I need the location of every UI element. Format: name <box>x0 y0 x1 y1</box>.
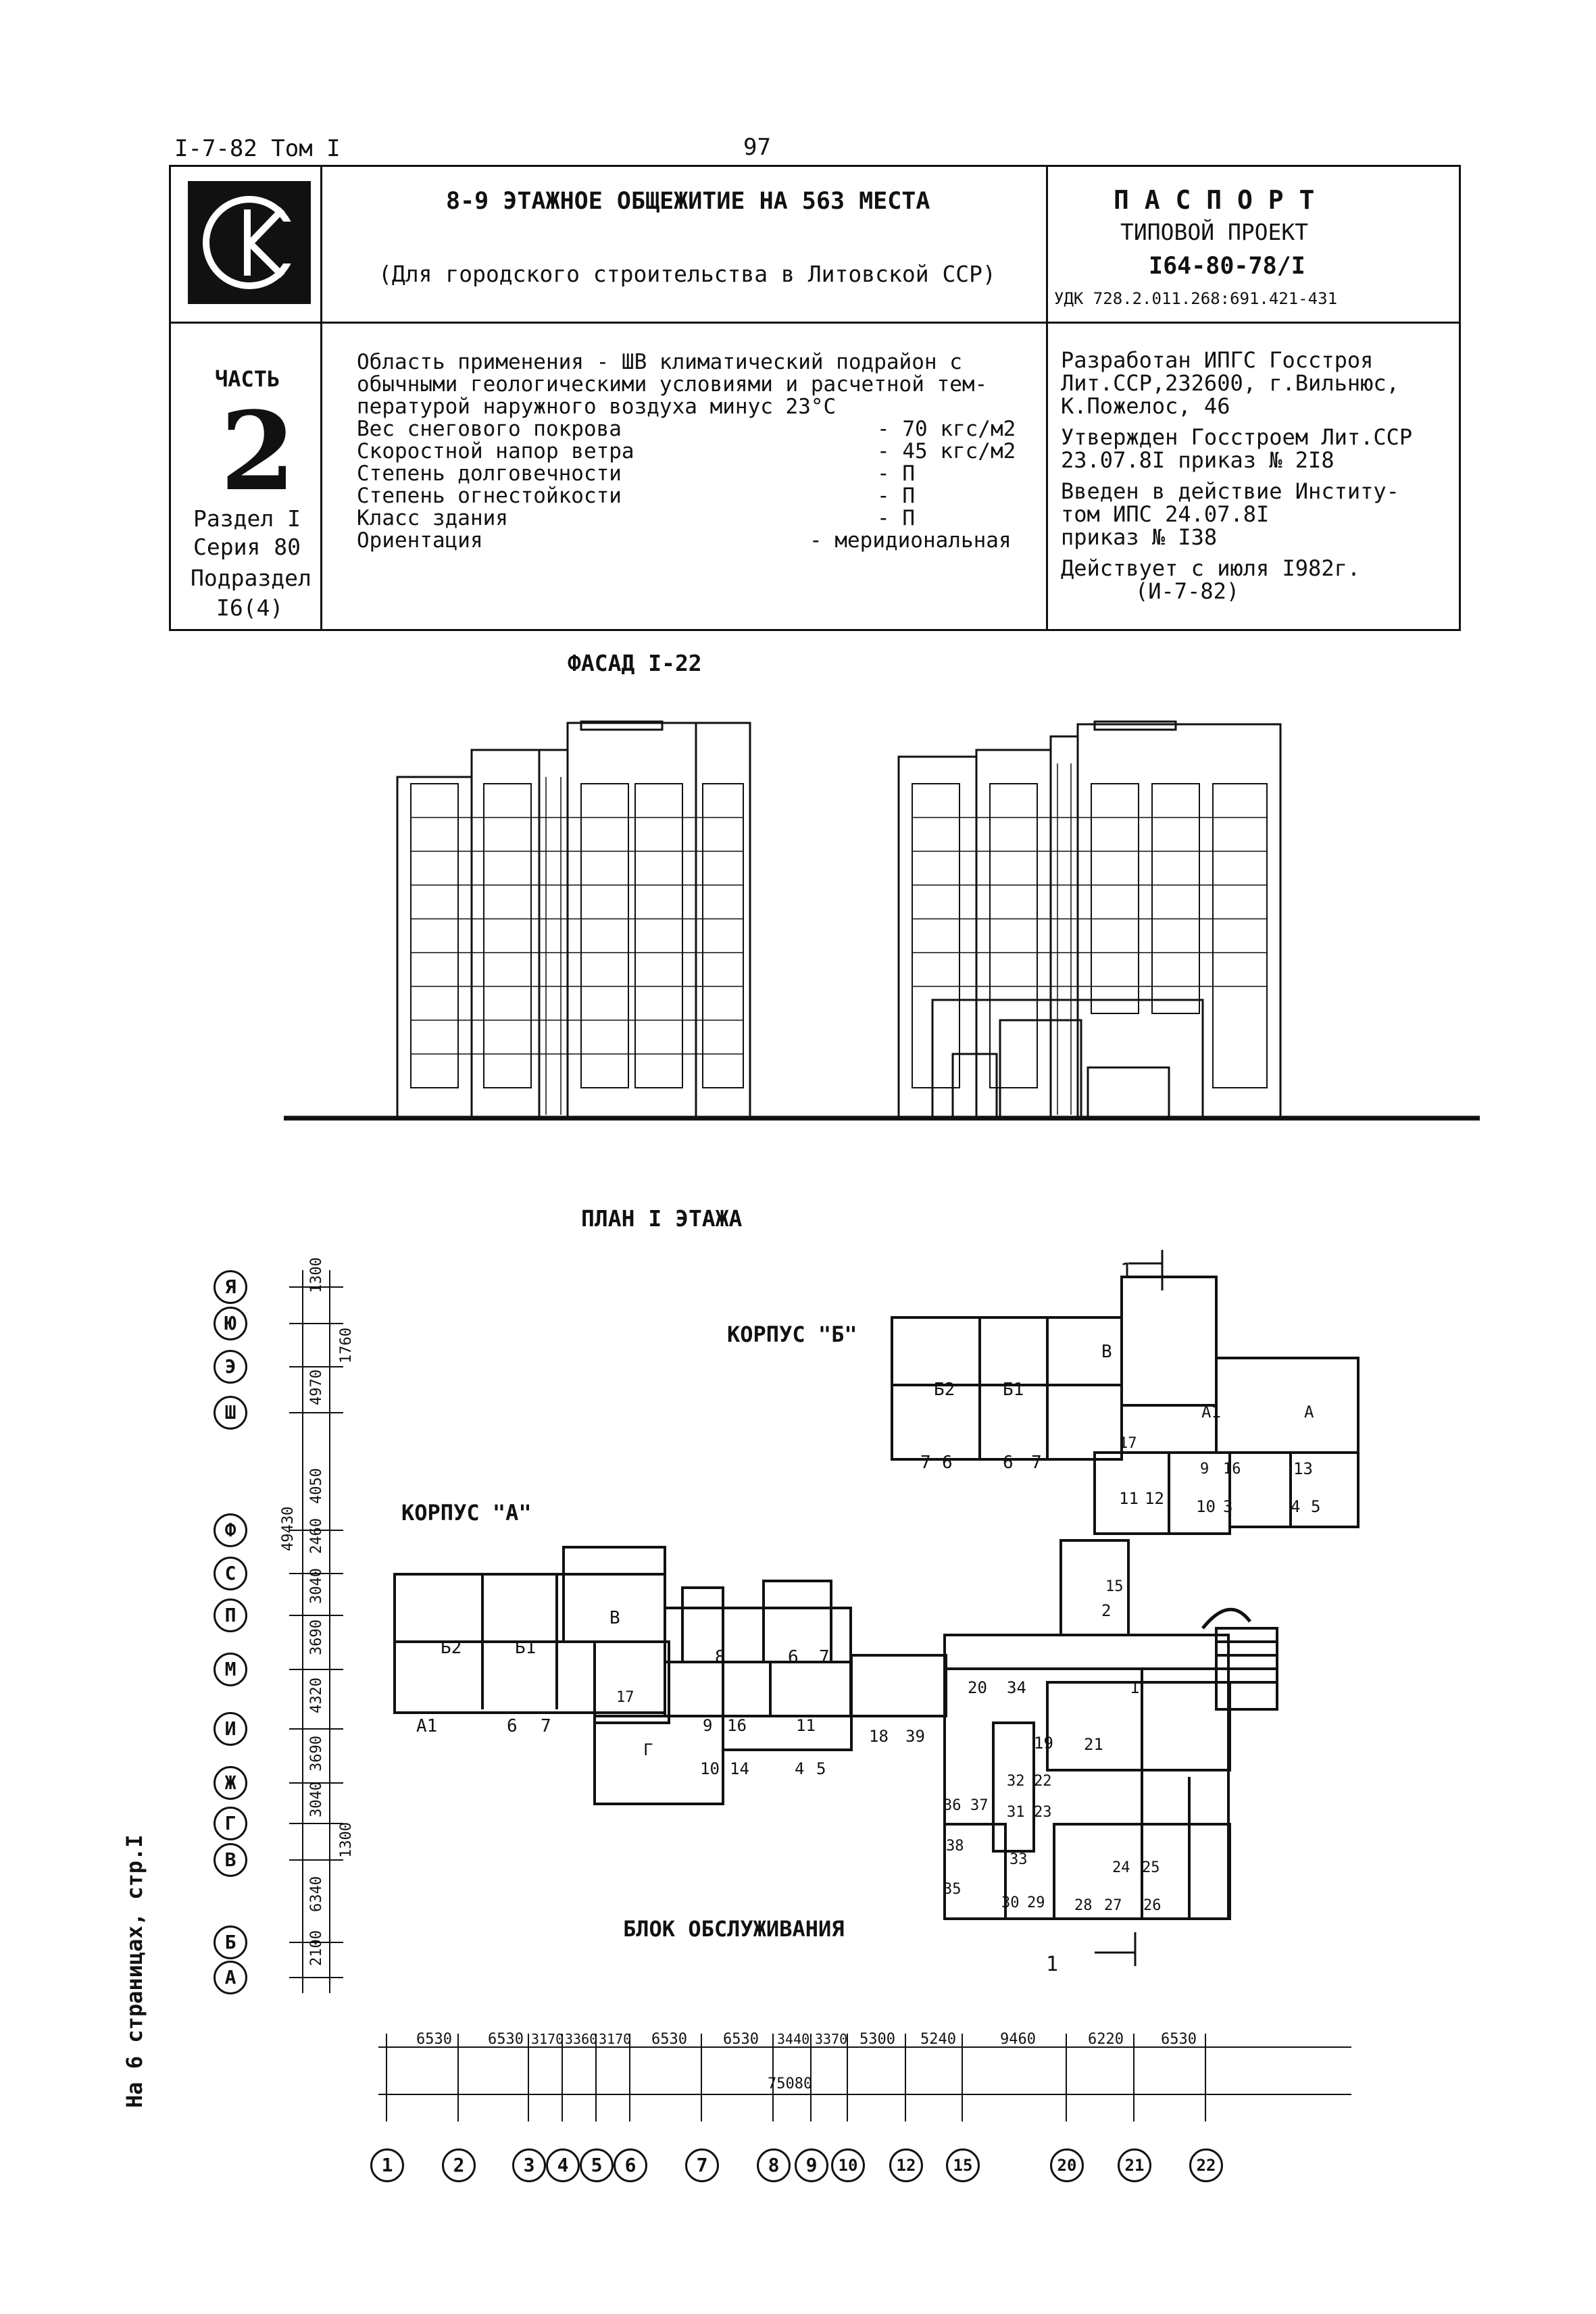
room-label: А <box>1304 1403 1314 1422</box>
doc-reference: I-7-82 Том I <box>174 135 341 162</box>
col-dim: 5300 <box>859 2031 895 2048</box>
facade-drawing <box>284 709 1480 1135</box>
room-label: 39 <box>905 1727 925 1746</box>
room-label: Г <box>643 1740 653 1759</box>
room-label: 1 <box>1130 1678 1140 1697</box>
spec-row: Степень долговечности - П <box>357 461 915 486</box>
axis-marker: 4 <box>546 2148 580 2182</box>
room-label: 19 <box>1034 1734 1053 1753</box>
col-dim: 6530 <box>416 2031 452 2048</box>
col-dim: 6220 <box>1088 2031 1124 2048</box>
sk-logo-mark <box>188 181 311 304</box>
spec-intro-1: Область применения - ШВ климатический подрайон с <box>357 350 962 374</box>
axis-marker: 12 <box>889 2148 923 2182</box>
axis-marker: 6 <box>614 2148 647 2182</box>
room-label: 17 <box>616 1689 634 1706</box>
sk-logo <box>188 181 311 304</box>
axis-marker: Ш <box>214 1396 247 1430</box>
seriya: Серия 80 <box>193 534 301 560</box>
room-label: 26 <box>1143 1897 1162 1914</box>
col-dim: 6530 <box>1161 2031 1197 2048</box>
col-dim: 6530 <box>488 2031 524 2048</box>
room-label: 14 <box>730 1759 749 1778</box>
axis-marker: 21 <box>1118 2148 1151 2182</box>
room-label: 37 <box>970 1797 989 1814</box>
room-label: Б2 <box>934 1380 955 1400</box>
room-label: 16 <box>727 1716 747 1735</box>
room-label: 30 <box>1001 1894 1020 1911</box>
room-label: 16 <box>1223 1461 1241 1478</box>
passport-label: П А С П О Р Т <box>1114 185 1315 215</box>
row-dim: 1300 <box>338 1822 355 1858</box>
axis-marker: Ю <box>214 1307 247 1340</box>
row-total: 49430 <box>280 1506 297 1551</box>
udk-code: УДК 728.2.011.268:691.421-431 <box>1054 289 1338 308</box>
room-label: 10 <box>1196 1497 1216 1516</box>
room-label: В <box>609 1608 620 1628</box>
col-dim: 3170 <box>599 2031 632 2047</box>
room-label: 5 <box>1311 1497 1321 1516</box>
spec-row: Скоростной напор ветра - 45 кгс/м2 <box>357 439 1016 463</box>
room-label: 11 <box>796 1716 816 1735</box>
korpus-b-label: КОРПУС "Б" <box>727 1322 857 1347</box>
axis-marker: Я <box>214 1270 247 1304</box>
room-label: 22 <box>1034 1773 1052 1790</box>
axis-marker: 8 <box>757 2148 791 2182</box>
room-label: 2 <box>1101 1601 1112 1620</box>
axis-marker: И <box>214 1712 247 1746</box>
window-grid-left <box>411 784 743 1088</box>
row-dim: 1300 <box>308 1257 325 1293</box>
axis-marker: В <box>214 1843 247 1877</box>
section-mark-top: 1 <box>1120 1259 1133 1283</box>
room-label: 6 <box>1003 1453 1014 1473</box>
room-label: 9 <box>703 1716 713 1735</box>
room-label: Б2 <box>441 1638 462 1658</box>
axis-marker: С <box>214 1557 247 1590</box>
razdel: Раздел I <box>193 505 301 532</box>
room-label: 34 <box>1007 1678 1026 1697</box>
room-label: 35 <box>943 1881 962 1898</box>
axis-marker: 2 <box>442 2148 476 2182</box>
document-title: 8-9 ЭТАЖНОЕ ОБЩЕЖИТИЕ НА 563 МЕСТА <box>446 188 930 215</box>
axis-marker: 22 <box>1189 2148 1223 2182</box>
room-label: 28 <box>1074 1897 1093 1914</box>
col-dim: 9460 <box>1000 2031 1036 2048</box>
room-label: 18 <box>869 1727 889 1746</box>
room-label: 7 <box>1031 1453 1042 1473</box>
room-label: 13 <box>1293 1459 1313 1478</box>
podrazdel: Подраздел <box>191 565 311 591</box>
room-label: 5 <box>816 1759 826 1778</box>
col-dim: 3370 <box>815 2031 848 2047</box>
axis-marker: Э <box>214 1350 247 1384</box>
room-label: 9 <box>1200 1461 1210 1478</box>
room-label: 6 <box>507 1716 518 1736</box>
row-dim: 2460 <box>308 1518 325 1554</box>
project-type: ТИПОВОЙ ПРОЕКТ <box>1120 219 1309 245</box>
room-label: Б1 <box>1003 1380 1024 1400</box>
room-label: 10 <box>700 1759 720 1778</box>
spec-intro-2: обычными геологическими условиями и расчетной тем- <box>357 372 988 397</box>
room-label: 4 <box>795 1759 805 1778</box>
project-number: I64-80-78/I <box>1149 253 1305 280</box>
col-dim: 6530 <box>651 2031 687 2048</box>
room-label: 8 <box>715 1647 726 1667</box>
part-label: ЧАСТЬ <box>215 366 280 392</box>
room-label: 20 <box>968 1678 987 1697</box>
room-label: 15 <box>1105 1578 1124 1595</box>
room-label: 23 <box>1034 1804 1052 1821</box>
room-label: 3 <box>1223 1497 1233 1516</box>
axis-marker: 9 <box>795 2148 828 2182</box>
room-label: 17 <box>1119 1435 1137 1452</box>
axis-marker: Г <box>214 1807 247 1840</box>
podrazdel-number: I6(4) <box>216 595 284 621</box>
col-dim: 3360 <box>565 2031 598 2047</box>
row-dim: 1760 <box>338 1328 355 1363</box>
spec-intro-3: пературой наружного воздуха минус 23°С <box>357 395 837 419</box>
axis-marker: Ж <box>214 1766 247 1800</box>
room-label: А1 <box>416 1716 438 1736</box>
approval-info: Разработан ИПГС Госстроя Лит.ССР,232600, г.Вильнюс, К.Пожелос, 46 Утвержден Госстроем Лит.ССР 23.07.8I приказ № 2I8 Введен в действие Институ- том ИПС 24.07.8I приказ № I38 Действует с июля I982г. (И-7-82) <box>1061 347 1413 604</box>
page-count-note: На 6 страницах, стр.I <box>122 1834 147 2108</box>
row-dim: 3690 <box>308 1619 325 1655</box>
room-label: 38 <box>946 1838 964 1855</box>
spec-row: Степень огнестойкости - П <box>357 484 915 508</box>
window-grid-right <box>912 784 1267 1088</box>
room-label: 6 <box>788 1647 799 1667</box>
part-number: 2 <box>220 388 296 515</box>
spec-row: Класс здания - П <box>357 506 915 530</box>
room-label: 27 <box>1104 1897 1122 1914</box>
spec-row: Ориентация - меридиональная <box>357 528 1012 553</box>
room-label: 31 <box>1007 1804 1025 1821</box>
room-label: 4 <box>1291 1497 1301 1516</box>
axis-marker: А <box>214 1961 247 1994</box>
row-dim: 4050 <box>308 1468 325 1504</box>
specifications <box>357 351 1032 552</box>
room-label: 36 <box>943 1797 962 1814</box>
room-label: 11 <box>1119 1489 1139 1508</box>
axis-marker: 7 <box>685 2148 719 2182</box>
room-label: 6 <box>942 1453 953 1473</box>
document-subtitle: (Для городского строительства в Литовской ССР) <box>378 261 996 287</box>
plan-title: ПЛАН I ЭТАЖА <box>581 1205 743 1232</box>
room-label: В <box>1101 1342 1112 1362</box>
room-label: 32 <box>1007 1773 1025 1790</box>
axis-marker: Ф <box>214 1513 247 1547</box>
room-label: 12 <box>1145 1489 1164 1508</box>
room-label: 33 <box>1009 1851 1028 1868</box>
room-label: 7 <box>920 1453 931 1473</box>
axis-marker: П <box>214 1599 247 1632</box>
room-label: Б1 <box>515 1638 537 1658</box>
room-label: 25 <box>1142 1859 1160 1876</box>
axis-marker: 3 <box>512 2148 546 2182</box>
row-dim: 6340 <box>308 1876 325 1912</box>
floor-plan-drawing <box>378 1250 1372 1966</box>
axis-marker: 5 <box>580 2148 614 2182</box>
col-dim: 5240 <box>920 2031 956 2048</box>
room-label: 7 <box>541 1716 551 1736</box>
col-dim: 6530 <box>723 2031 759 2048</box>
service-block-label: БЛОК ОБСЛУЖИВАНИЯ <box>623 1916 845 1942</box>
col-total: 75080 <box>768 2076 813 2092</box>
section-mark-bottom: 1 <box>1046 1953 1059 1976</box>
room-label: 29 <box>1027 1894 1045 1911</box>
page-number: 97 <box>743 134 771 161</box>
room-label: 21 <box>1084 1735 1103 1754</box>
axis-marker: Б <box>214 1926 247 1959</box>
room-label: 7 <box>819 1647 830 1667</box>
row-dim: 2100 <box>308 1930 325 1966</box>
row-dim: 3040 <box>308 1782 325 1817</box>
axis-marker: 15 <box>946 2148 980 2182</box>
axis-marker: 1 <box>370 2148 404 2182</box>
col-dim: 3170 <box>531 2031 564 2047</box>
room-label: А1 <box>1201 1403 1221 1422</box>
row-dim: 4970 <box>308 1369 325 1405</box>
axis-marker: 10 <box>831 2148 865 2182</box>
spec-row: Вес снегового покрова - 70 кгс/м2 <box>357 417 1016 441</box>
axis-marker: 20 <box>1050 2148 1084 2182</box>
facade-title: ФАСАД I-22 <box>568 650 702 676</box>
korpus-a-label: КОРПУС "А" <box>401 1500 532 1526</box>
room-label: 24 <box>1112 1859 1130 1876</box>
axis-marker: М <box>214 1653 247 1686</box>
row-dim: 3040 <box>308 1568 325 1604</box>
row-dim: 3690 <box>308 1736 325 1771</box>
col-dim: 3440 <box>777 2031 810 2047</box>
row-dim: 4320 <box>308 1678 325 1713</box>
